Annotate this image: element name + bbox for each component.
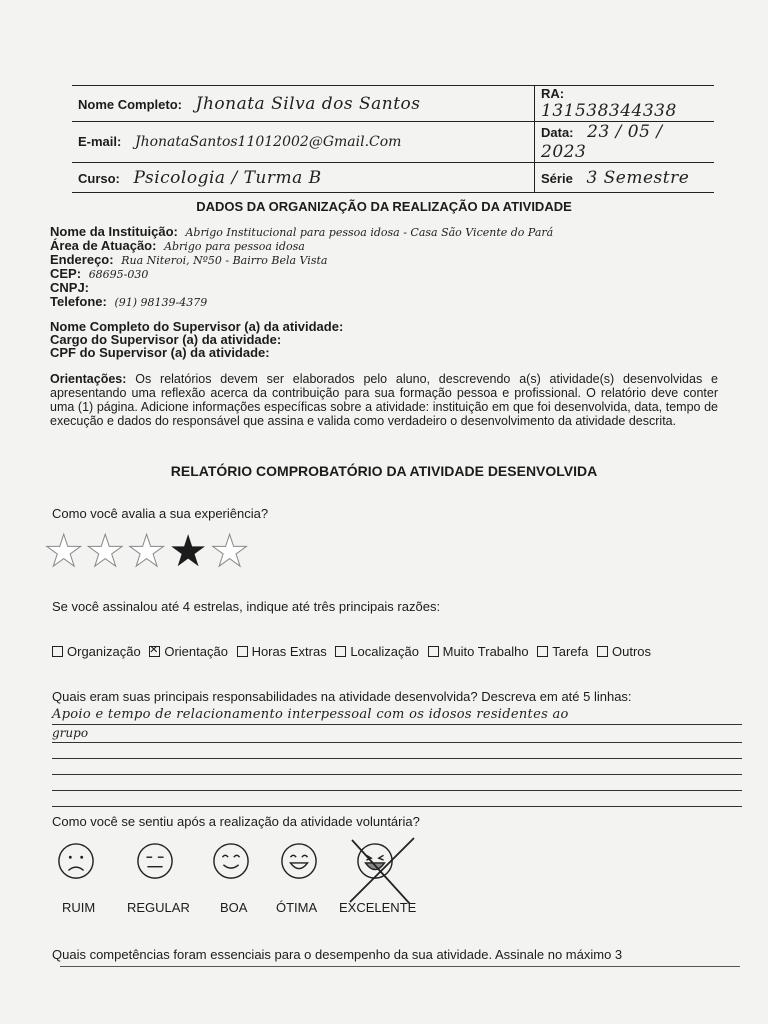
orientation-paragraph [50,372,718,428]
happy-face-icon[interactable] [280,842,318,880]
answer-rule [52,790,742,791]
phone-value: (91) 98139-4379 [114,296,208,309]
supervisor-cpf-label: CPF do Supervisor (a) da atividade: [50,345,270,360]
address-row [50,252,327,267]
ra-cell [535,86,715,122]
area-label: Área de Atuação: [50,238,157,253]
institution-row [50,224,553,239]
cep-value: 68695-030 [88,268,149,281]
name-label: Nome Completo: [78,96,182,112]
cnpj-label: CNPJ: [50,280,90,295]
checkbox-checked-icon[interactable] [149,646,160,657]
question-feeling: Como você se sentiu após a realização da atividade voluntária? [52,814,420,829]
cep-label: CEP: [50,266,82,281]
area-value: Abrigo para pessoa idosa [164,240,305,253]
phone-label: Telefone: [50,294,107,309]
question-reasons: Se você assinalou até 4 estrelas, indique até três principais razões: [52,599,441,614]
answer-rule [52,758,742,759]
cep-row [50,266,148,281]
ra-value: 131538344338 [541,101,677,121]
area-row [50,238,305,253]
checkbox-icon[interactable] [428,646,439,657]
feeling-label-boa: BOA [220,900,248,915]
phone-row [50,294,207,309]
header-table [72,85,714,193]
ra-label: RA: [541,86,565,101]
name-value: Jhonata Silva dos Santos [195,93,421,114]
feeling-label-ruim: RUIM [62,900,96,915]
star-icon[interactable]: ★ [85,527,125,576]
reason-organizacao[interactable]: Organização [52,644,141,659]
neutral-face-icon[interactable] [136,842,174,880]
serie-cell [535,163,715,193]
course-label: Curso: [78,170,120,186]
date-label: Data: [541,125,574,140]
star-icon-selected[interactable]: ★ [168,527,208,576]
star-icon[interactable]: ★ [44,527,84,576]
star-icon[interactable]: ★ [209,527,250,576]
cnpj-row [50,280,89,295]
checkbox-icon[interactable] [52,646,63,657]
reason-options [52,644,656,659]
supervisor-cpf-row [50,345,270,360]
address-value: Rua Niteroi, Nº50 - Bairro Bela Vista [121,254,328,267]
orientation-text: Os relatórios devem ser elaborados pelo aluno, descrevendo a(s) atividade(s) desenvolvidas e apresentando uma reflexão acerca da contribuição para sua formação pessoa e profissional. O relatório deve conter uma (1) página. Adicione informações específicas sobre a atividade: instituição em que foi desenvolvida, data, tempo de execução e dados do responsável que assina e valida como verdadeiro o desenvolvimento da atividade descrita. [50,372,718,428]
question-experience: Como você avalia a sua experiência? [52,506,269,521]
email-value: JhonataSantos11012002@Gmail.Com [134,134,402,150]
question-responsibilities: Quais eram suas principais responsabilidades na atividade desenvolvida? Descreva em até 5 linhas: [52,689,632,704]
report-title: RELATÓRIO COMPROBATÓRIO DA ATIVIDADE DESENVOLVIDA [170,463,598,479]
question-competencies: Quais competências foram essenciais para o desempenho da sua atividade. Assinale no máximo 3 [52,947,623,962]
institution-label: Nome da Instituição: [50,224,178,239]
selection-x-mark-icon [348,836,418,906]
name-cell [72,86,535,122]
orientation-label: Orientações: [50,372,127,386]
feeling-label-regular: REGULAR [127,900,190,915]
reason-outros[interactable]: Outros [597,644,651,659]
smile-face-icon[interactable] [212,842,250,880]
checkbox-icon[interactable] [335,646,346,657]
feeling-label-excelente: EXCELENTE [339,900,417,915]
institution-value: Abrigo Institucional para pessoa idosa - Casa São Vicente do Pará [185,226,554,239]
sad-face-icon[interactable] [57,842,95,880]
answer-line-1: Apoio e tempo de relacionamento interpessoal com os idosos residentes ao [52,707,569,722]
date-value: 23 / 05 / 2023 [541,122,663,162]
answer-rule [52,774,742,775]
supervisor-role-label: Cargo do Supervisor (a) da atividade: [50,332,282,347]
checkbox-icon[interactable] [597,646,608,657]
answer-rule [52,742,742,743]
supervisor-name-label: Nome Completo do Supervisor (a) da atividade: [50,319,344,334]
checkbox-icon[interactable] [537,646,548,657]
date-cell [535,122,715,163]
reason-horas-extras[interactable]: Horas Extras [237,644,327,659]
course-cell [72,163,535,193]
star-icon[interactable]: ★ [126,527,167,576]
checkbox-icon[interactable] [237,646,248,657]
course-value: Psicologia / Turma B [133,167,322,188]
serie-value: 3 Semestre [586,167,690,188]
star-rating[interactable] [44,527,250,576]
footer-rule [60,966,740,967]
reason-muito-trabalho[interactable]: Muito Trabalho [428,644,529,659]
answer-rule [52,724,742,725]
answer-line-2: grupo [52,726,89,740]
email-label: E-mail: [78,134,122,149]
answer-rule [52,806,742,807]
address-label: Endereço: [50,252,114,267]
org-section-title: DADOS DA ORGANIZAÇÃO DA REALIZAÇÃO DA ATIVIDADE [196,199,572,214]
serie-label: Série [541,170,573,186]
reason-orientacao[interactable]: × Orientação [149,644,228,659]
reason-localizacao[interactable]: Localização [335,644,419,659]
feeling-label-otima: ÓTIMA [276,900,318,915]
reason-tarefa[interactable]: Tarefa [537,644,588,659]
email-cell [72,122,535,163]
